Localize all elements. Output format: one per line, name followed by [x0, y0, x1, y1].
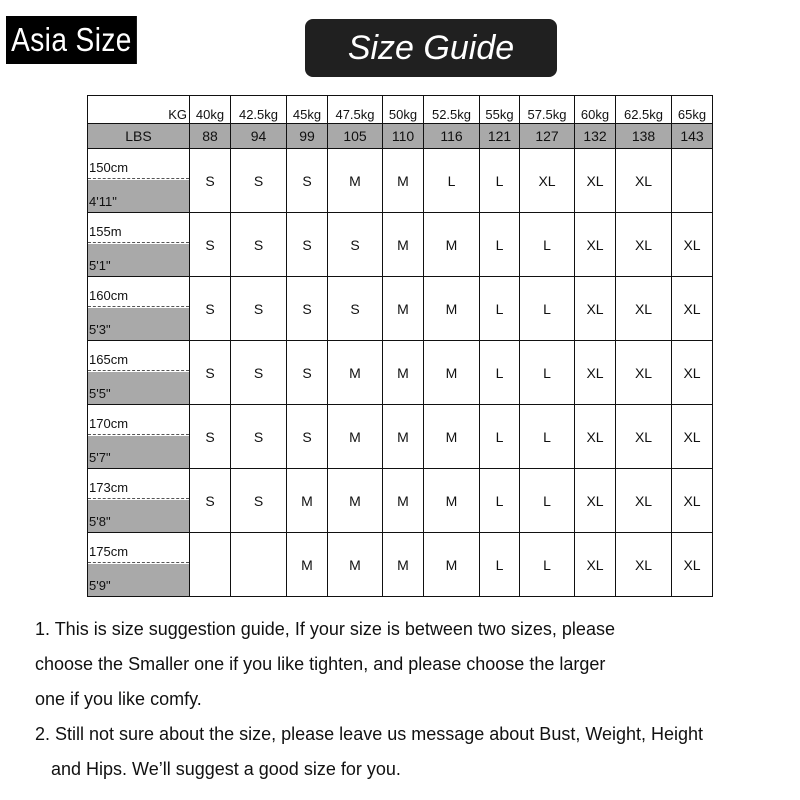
- notes: [35, 612, 703, 787]
- table-row: [88, 469, 713, 533]
- height-cell: [88, 533, 190, 597]
- size-cell: S: [287, 277, 328, 341]
- note-line: and Hips. We’ll suggest a good size for you.: [51, 759, 401, 779]
- size-cell: S: [287, 405, 328, 469]
- page-title: Size Guide: [305, 19, 557, 77]
- lbs-header-cell: 143: [672, 124, 713, 149]
- size-cell: M: [383, 341, 424, 405]
- size-cell: L: [480, 533, 520, 597]
- kg-label: KG: [88, 96, 190, 124]
- kg-header-cell: 47.5kg: [328, 96, 383, 124]
- kg-header-cell: 65kg: [672, 96, 713, 124]
- note-line: one if you like comfy.: [35, 689, 202, 709]
- table-row: [88, 405, 713, 469]
- height-ft: 5'9": [88, 564, 189, 596]
- size-cell: S: [231, 213, 287, 277]
- size-cell: M: [383, 469, 424, 533]
- size-cell: M: [424, 213, 480, 277]
- size-cell: M: [287, 533, 328, 597]
- kg-header-row: [88, 96, 713, 124]
- size-cell: L: [520, 341, 575, 405]
- size-cell: L: [480, 277, 520, 341]
- size-cell: [190, 533, 231, 597]
- height-cm: 165cm: [88, 341, 189, 371]
- size-cell: XL: [672, 341, 713, 405]
- height-cm: 160cm: [88, 277, 189, 307]
- size-cell: S: [190, 277, 231, 341]
- size-cell: XL: [575, 533, 616, 597]
- size-cell: XL: [616, 341, 672, 405]
- note-line: choose the Smaller one if you like tighten, and please choose the larger: [35, 654, 606, 674]
- size-cell: M: [328, 533, 383, 597]
- size-cell: L: [480, 405, 520, 469]
- size-cell: S: [190, 213, 231, 277]
- table-row: [88, 341, 713, 405]
- size-cell: [231, 533, 287, 597]
- lbs-header-cell: 110: [383, 124, 424, 149]
- size-cell: XL: [575, 469, 616, 533]
- size-cell: L: [520, 277, 575, 341]
- kg-header-cell: 40kg: [190, 96, 231, 124]
- height-ft: 5'3": [88, 308, 189, 340]
- size-cell: S: [190, 149, 231, 213]
- table-row: [88, 533, 713, 597]
- lbs-header-cell: 94: [231, 124, 287, 149]
- height-cell: [88, 149, 190, 213]
- lbs-header-cell: 138: [616, 124, 672, 149]
- note-line: 2. Still not sure about the size, please leave us message about Bust, Weight, Height: [35, 724, 704, 744]
- size-cell: S: [190, 405, 231, 469]
- size-cell: M: [383, 533, 424, 597]
- size-cell: M: [424, 277, 480, 341]
- size-cell: S: [231, 469, 287, 533]
- size-cell: XL: [672, 277, 713, 341]
- height-cm: 173cm: [88, 469, 189, 499]
- lbs-header-cell: 132: [575, 124, 616, 149]
- size-cell: XL: [575, 341, 616, 405]
- size-cell: S: [328, 277, 383, 341]
- size-cell: XL: [672, 469, 713, 533]
- kg-header-cell: 57.5kg: [520, 96, 575, 124]
- size-cell: M: [328, 405, 383, 469]
- size-cell: S: [231, 277, 287, 341]
- height-cell: [88, 341, 190, 405]
- size-cell: M: [383, 149, 424, 213]
- size-cell: L: [520, 533, 575, 597]
- lbs-header-cell: 105: [328, 124, 383, 149]
- size-cell: L: [520, 469, 575, 533]
- height-cm: 155m: [88, 213, 189, 243]
- height-ft: 5'1": [88, 244, 189, 276]
- size-cell: M: [383, 277, 424, 341]
- size-cell: S: [328, 213, 383, 277]
- size-cell: M: [424, 405, 480, 469]
- height-cm: 175cm: [88, 533, 189, 563]
- height-cell: [88, 213, 190, 277]
- size-cell: L: [520, 213, 575, 277]
- size-cell: S: [190, 469, 231, 533]
- size-cell: S: [231, 341, 287, 405]
- height-cm: 150cm: [88, 149, 189, 179]
- size-cell: M: [328, 341, 383, 405]
- note-line: 1. This is size suggestion guide, If your size is between two sizes, please: [35, 619, 615, 639]
- kg-header-cell: 60kg: [575, 96, 616, 124]
- height-cell: [88, 277, 190, 341]
- size-cell: XL: [575, 213, 616, 277]
- size-cell: S: [231, 405, 287, 469]
- lbs-header-cell: 88: [190, 124, 231, 149]
- size-table: [87, 95, 713, 597]
- height-cell: [88, 405, 190, 469]
- height-ft: 5'7": [88, 436, 189, 468]
- table-row: [88, 149, 713, 213]
- size-cell: XL: [672, 405, 713, 469]
- size-cell: M: [328, 469, 383, 533]
- size-cell: S: [231, 149, 287, 213]
- lbs-header-cell: 121: [480, 124, 520, 149]
- kg-header-cell: 45kg: [287, 96, 328, 124]
- lbs-header-cell: 99: [287, 124, 328, 149]
- size-cell: XL: [575, 149, 616, 213]
- asia-size-badge: Asia Size: [6, 16, 137, 64]
- size-cell: M: [328, 149, 383, 213]
- size-cell: XL: [575, 405, 616, 469]
- height-ft: 4'11": [88, 180, 189, 212]
- size-cell: M: [424, 469, 480, 533]
- kg-header-cell: 50kg: [383, 96, 424, 124]
- table-row: [88, 277, 713, 341]
- size-cell: L: [424, 149, 480, 213]
- kg-header-cell: 62.5kg: [616, 96, 672, 124]
- size-cell: M: [383, 213, 424, 277]
- size-cell: L: [480, 213, 520, 277]
- height-ft: 5'5": [88, 372, 189, 404]
- size-cell: XL: [672, 533, 713, 597]
- lbs-header-row: [88, 124, 713, 149]
- size-cell: S: [287, 149, 328, 213]
- size-cell: M: [287, 469, 328, 533]
- size-cell: XL: [616, 533, 672, 597]
- kg-header-cell: 42.5kg: [231, 96, 287, 124]
- height-ft: 5'8": [88, 500, 189, 532]
- size-cell: XL: [616, 277, 672, 341]
- size-cell: XL: [616, 213, 672, 277]
- size-cell: XL: [520, 149, 575, 213]
- table-row: [88, 213, 713, 277]
- size-cell: L: [480, 469, 520, 533]
- size-cell: S: [190, 341, 231, 405]
- size-cell: M: [383, 405, 424, 469]
- size-cell: L: [480, 341, 520, 405]
- size-cell: XL: [616, 405, 672, 469]
- lbs-header-cell: 127: [520, 124, 575, 149]
- size-cell: S: [287, 213, 328, 277]
- size-cell: M: [424, 533, 480, 597]
- lbs-header-cell: 116: [424, 124, 480, 149]
- size-cell: M: [424, 341, 480, 405]
- size-cell: L: [520, 405, 575, 469]
- lbs-label: LBS: [88, 124, 190, 149]
- size-cell: L: [480, 149, 520, 213]
- size-cell: [672, 149, 713, 213]
- kg-header-cell: 55kg: [480, 96, 520, 124]
- size-cell: XL: [575, 277, 616, 341]
- size-cell: XL: [672, 213, 713, 277]
- size-cell: XL: [616, 469, 672, 533]
- kg-header-cell: 52.5kg: [424, 96, 480, 124]
- height-cell: [88, 469, 190, 533]
- height-cm: 170cm: [88, 405, 189, 435]
- size-cell: XL: [616, 149, 672, 213]
- size-cell: S: [287, 341, 328, 405]
